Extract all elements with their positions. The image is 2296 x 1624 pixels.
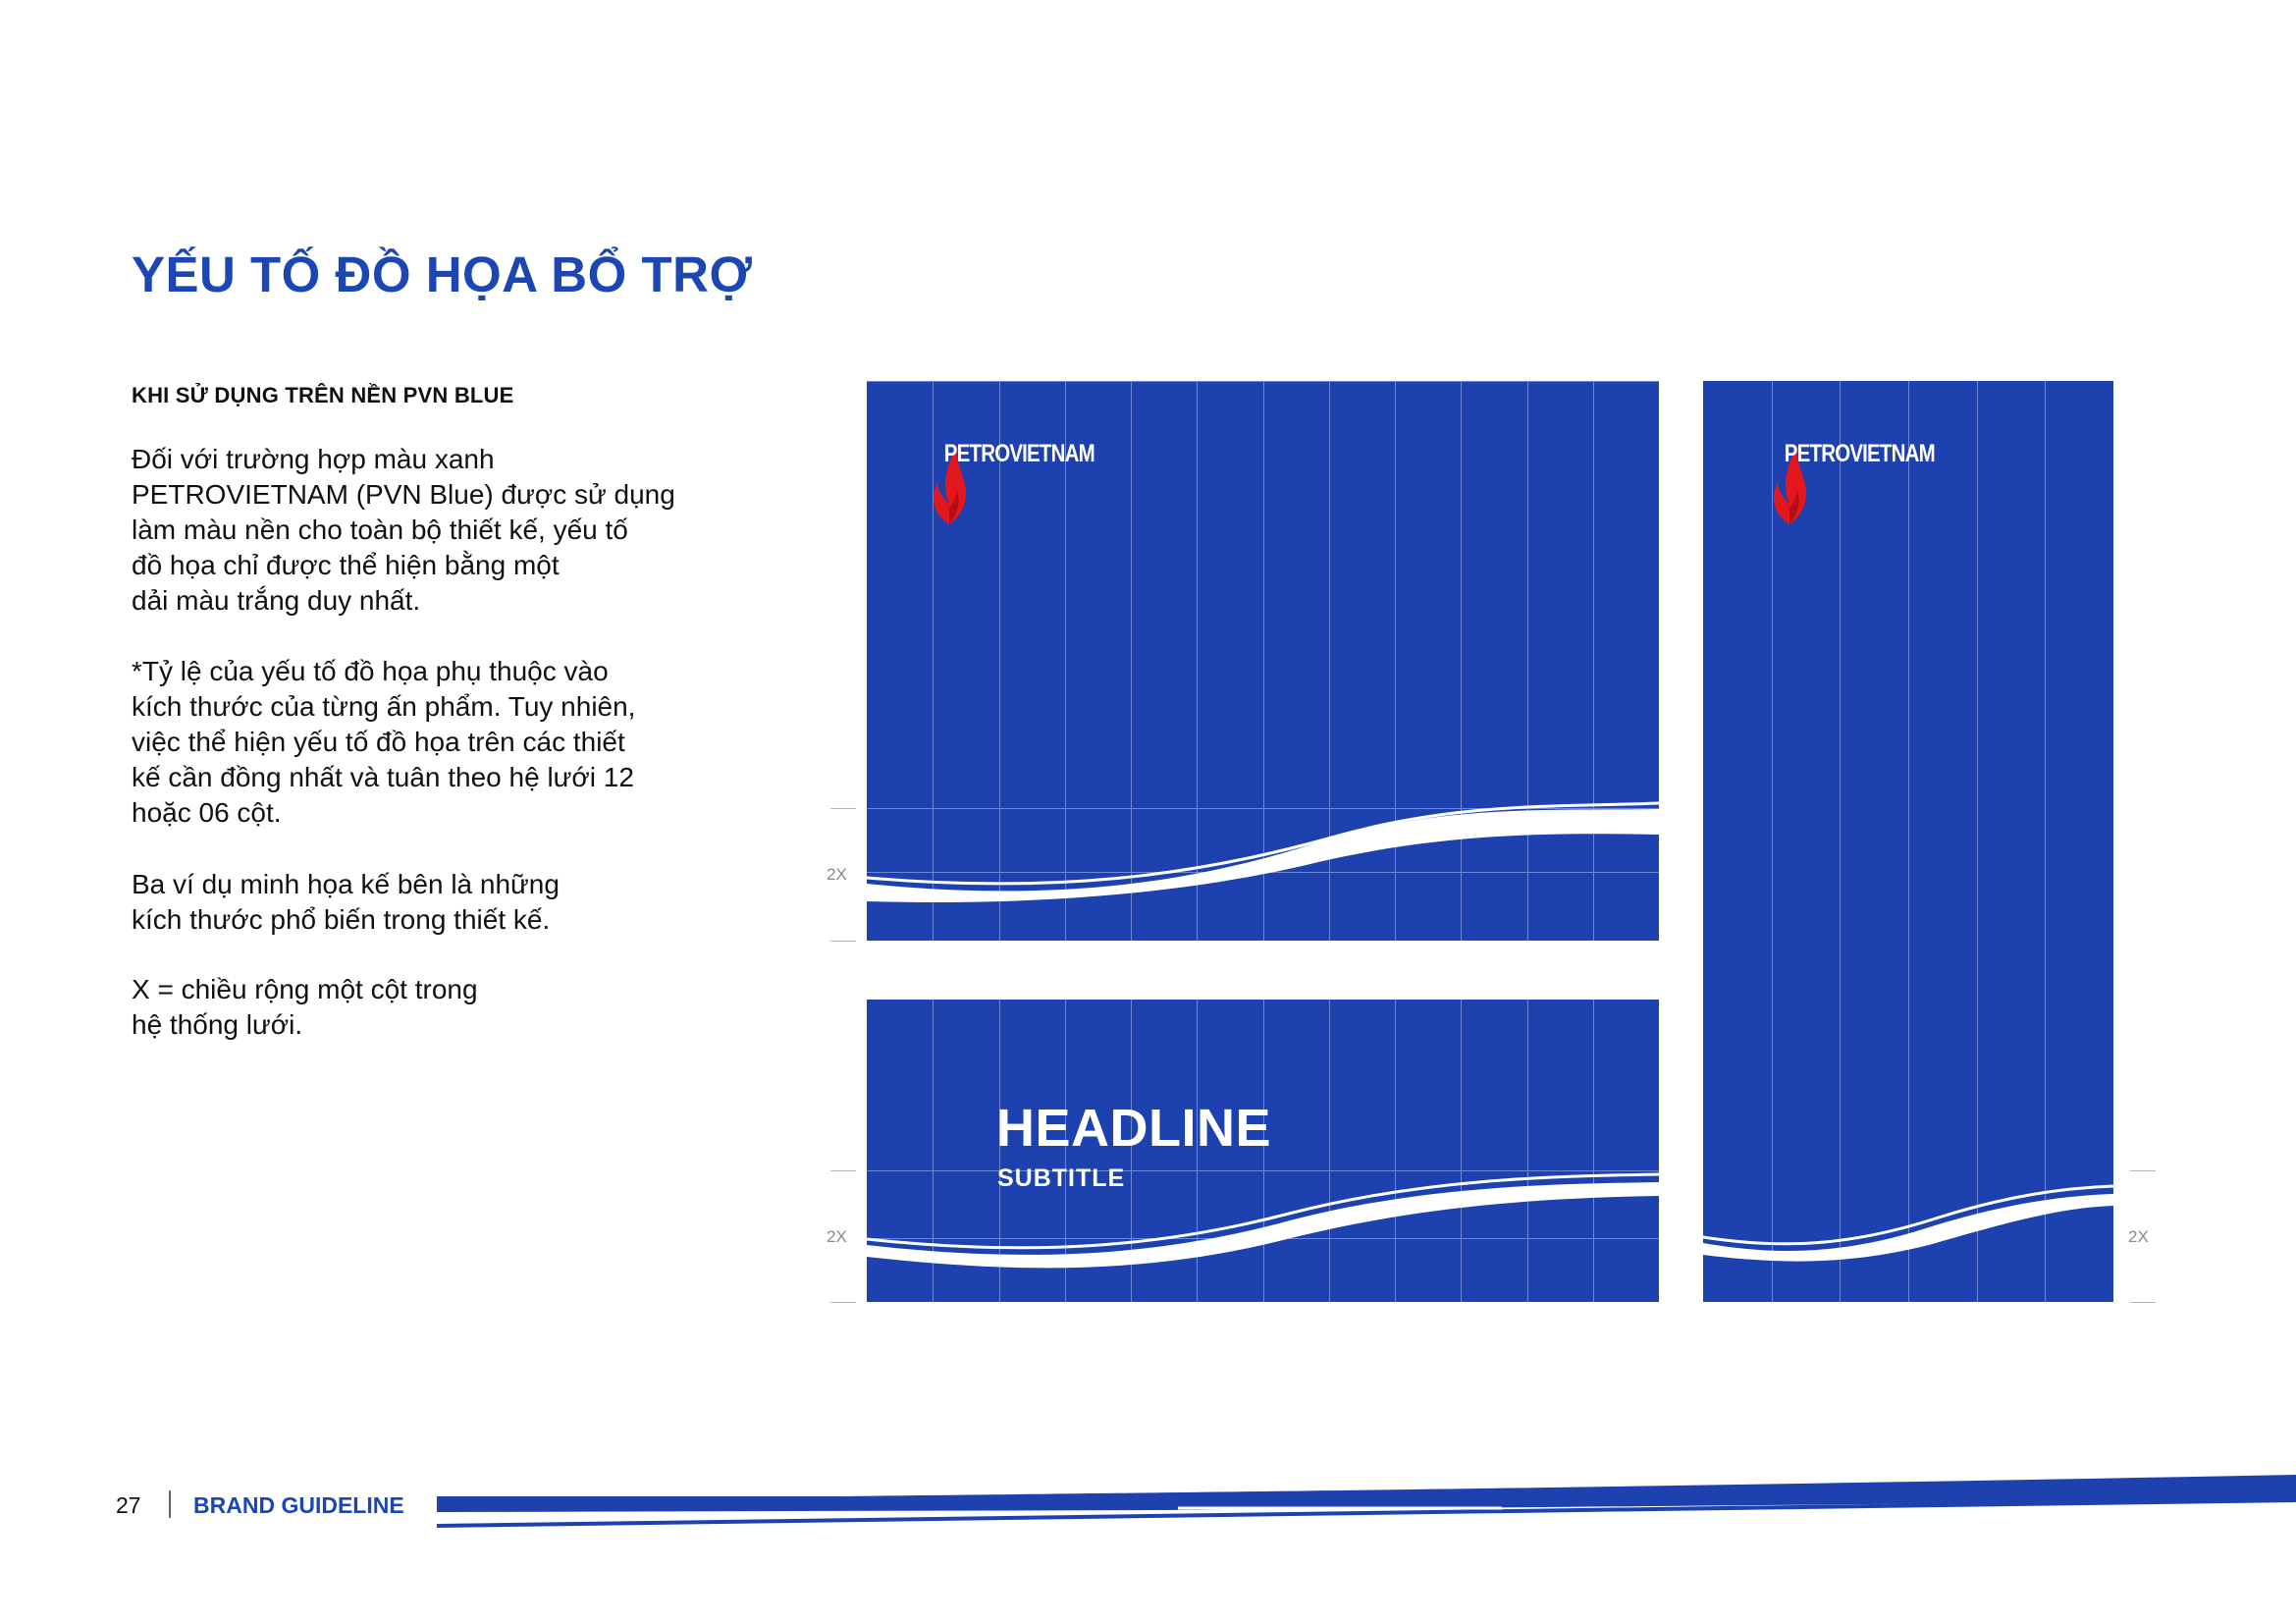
margin-marker-label: 2X — [2128, 1227, 2149, 1246]
margin-tick — [2130, 1170, 2156, 1171]
body-paragraph-3: Ba ví dụ minh họa kế bên là những kích thước phổ biến trong thiết kế. — [132, 869, 560, 935]
body-paragraph-2: *Tỷ lệ của yếu tố đồ họa phụ thuộc vào kích thước của từng ấn phẩm. Tuy nhiên, việc thể hiện yếu tố đồ họa trên các thiết kế cần đồng nhất và tuân theo hệ lưới 12 hoặc 06 cột. — [132, 656, 636, 828]
example-landscape-logo — [867, 381, 1659, 941]
margin-tick — [830, 941, 856, 942]
petrovietnam-logo — [928, 440, 1111, 468]
margin-tick — [830, 1302, 856, 1303]
footer-wave-graphic — [0, 1453, 2296, 1542]
body-paragraph-4: X = chiều rộng một cột trong hệ thống lưới. — [132, 974, 478, 1040]
margin-tick — [830, 808, 856, 809]
wave-graphic — [1703, 381, 2113, 1302]
subtitle-text: SUBTITLE — [997, 1164, 1126, 1192]
example-portrait — [1703, 381, 2113, 1302]
logo-wordmark: PETROVIETNAM — [1784, 440, 1935, 467]
petrovietnam-logo — [1768, 440, 1951, 468]
margin-tick — [830, 1170, 856, 1171]
example-landscape-headline — [867, 1000, 1659, 1302]
section-label: KHI SỬ DỤNG TRÊN NỀN PVN BLUE — [132, 383, 514, 407]
footer-brand: BRAND GUIDELINE — [193, 1492, 404, 1518]
body-paragraph-1: Đối với trường hợp màu xanh PETROVIETNAM (PVN Blue) được sử dụng làm màu nền cho toàn bộ thiết kế, yếu tố đồ họa chỉ được thể hiện bằng một dải màu trắng duy nhất. — [132, 444, 675, 616]
headline-text: HEADLINE — [996, 1099, 1272, 1158]
logo-wordmark: PETROVIETNAM — [943, 440, 1095, 467]
page-title: YẾU TỐ ĐỒ HỌA BỔ TRỢ — [132, 246, 753, 302]
margin-marker-label: 2X — [827, 1227, 847, 1246]
margin-tick — [2130, 1302, 2156, 1303]
page-number: 27 — [116, 1492, 141, 1518]
margin-marker-label: 2X — [827, 865, 847, 884]
